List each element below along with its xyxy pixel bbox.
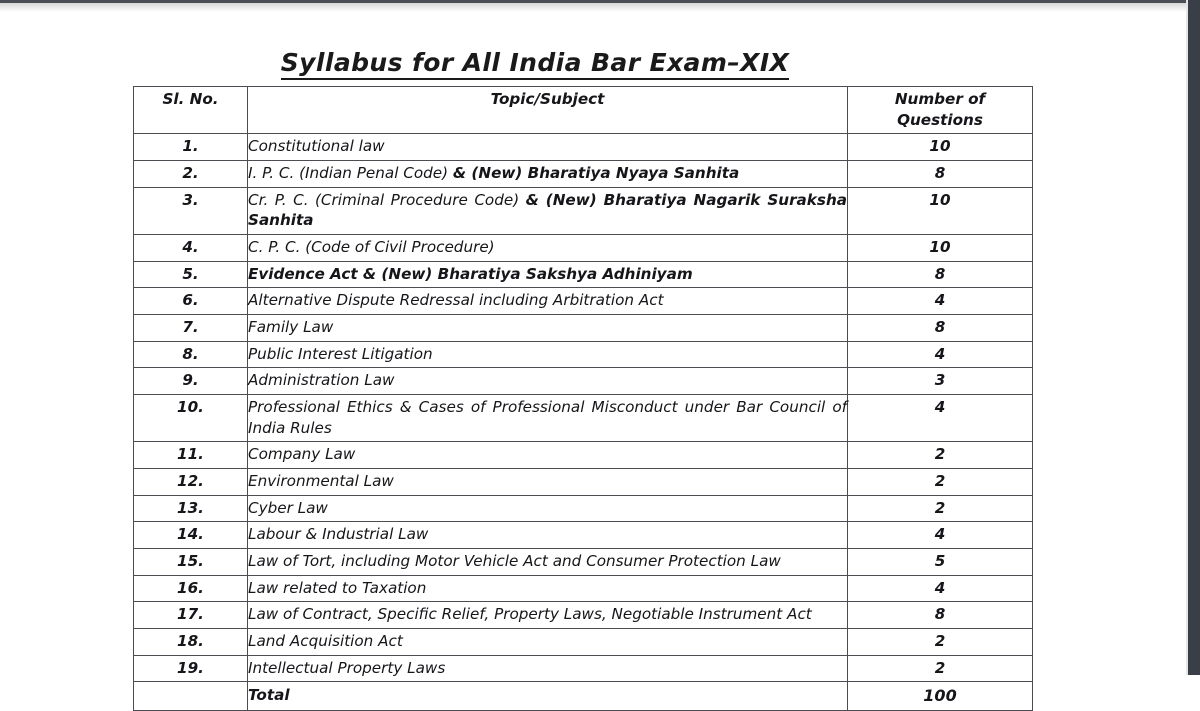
column-header-number-of-questions bbox=[848, 87, 1033, 134]
table-row bbox=[134, 602, 1033, 629]
row-serial-number: 3. bbox=[134, 187, 248, 234]
row-serial-number: 15. bbox=[134, 549, 248, 576]
table-row bbox=[134, 655, 1033, 682]
row-topic-subject bbox=[248, 368, 848, 395]
topic-text-regular: Public Interest Litigation bbox=[248, 344, 433, 363]
row-serial-number: 9. bbox=[134, 368, 248, 395]
row-number-of-questions: 4 bbox=[848, 288, 1033, 315]
table-row bbox=[134, 261, 1033, 288]
row-serial-number: 4. bbox=[134, 235, 248, 262]
table-row bbox=[134, 629, 1033, 656]
row-serial-number: 18. bbox=[134, 629, 248, 656]
total-serial-number bbox=[134, 682, 248, 711]
row-number-of-questions: 4 bbox=[848, 522, 1033, 549]
row-topic-subject bbox=[248, 134, 848, 161]
column-header-number-line1: Number of bbox=[894, 90, 986, 108]
topic-text-regular: Constitutional law bbox=[248, 137, 385, 156]
document-page bbox=[0, 12, 1186, 706]
window-top-fade bbox=[0, 3, 1200, 12]
total-number-of-questions: 100 bbox=[848, 682, 1033, 711]
topic-text-bold: & (New) Bharatiya Nagarik Suraksha Sanhita bbox=[248, 190, 848, 230]
table-row bbox=[134, 368, 1033, 395]
table-row bbox=[134, 442, 1033, 469]
topic-text-regular: Intellectual Property Laws bbox=[248, 658, 446, 677]
row-number-of-questions: 10 bbox=[848, 187, 1033, 234]
total-label: Total bbox=[248, 682, 848, 711]
row-number-of-questions: 3 bbox=[848, 368, 1033, 395]
table-row bbox=[134, 522, 1033, 549]
row-number-of-questions: 10 bbox=[848, 134, 1033, 161]
column-header-sl-no: Sl. No. bbox=[134, 87, 248, 134]
table-row bbox=[134, 187, 1033, 234]
page-title-text: Syllabus for All India Bar Exam–XIX bbox=[281, 48, 789, 80]
table-header bbox=[134, 87, 1033, 134]
row-number-of-questions: 5 bbox=[848, 549, 1033, 576]
topic-text-bold: Evidence Act & (New) Bharatiya Sakshya Adhiniyam bbox=[248, 264, 693, 283]
table-row bbox=[134, 161, 1033, 188]
topic-text-regular: Law of Tort, including Motor Vehicle Act and Consumer Protection Law bbox=[248, 552, 781, 571]
topic-text-regular: Family Law bbox=[248, 318, 334, 337]
table-row bbox=[134, 395, 1033, 442]
topic-text-regular: Cyber Law bbox=[248, 498, 328, 517]
row-serial-number: 16. bbox=[134, 575, 248, 602]
page-title bbox=[0, 48, 1070, 77]
row-serial-number: 12. bbox=[134, 469, 248, 496]
row-topic-subject bbox=[248, 602, 848, 629]
topic-text-regular: Land Acquisition Act bbox=[248, 632, 403, 651]
column-header-number-line2: Questions bbox=[897, 110, 983, 129]
table-row bbox=[134, 288, 1033, 315]
row-topic-subject bbox=[248, 442, 848, 469]
row-number-of-questions: 2 bbox=[848, 495, 1033, 522]
row-topic-subject bbox=[248, 522, 848, 549]
row-number-of-questions: 4 bbox=[848, 575, 1033, 602]
row-topic-subject bbox=[248, 495, 848, 522]
row-topic-subject bbox=[248, 629, 848, 656]
row-serial-number: 19. bbox=[134, 655, 248, 682]
column-header-topic-subject: Topic/Subject bbox=[248, 87, 848, 134]
window-right-band bbox=[1188, 0, 1200, 675]
table-row bbox=[134, 341, 1033, 368]
row-number-of-questions: 2 bbox=[848, 442, 1033, 469]
row-topic-subject bbox=[248, 469, 848, 496]
topic-text-regular: Administration Law bbox=[248, 371, 395, 390]
row-topic-subject bbox=[248, 161, 848, 188]
row-serial-number: 17. bbox=[134, 602, 248, 629]
topic-text-regular: I. P. C. (Indian Penal Code) bbox=[248, 164, 453, 183]
row-serial-number: 6. bbox=[134, 288, 248, 315]
row-topic-subject bbox=[248, 315, 848, 342]
syllabus-table bbox=[133, 86, 1033, 711]
row-serial-number: 2. bbox=[134, 161, 248, 188]
topic-text-regular: Environmental Law bbox=[248, 472, 394, 491]
table-row bbox=[134, 315, 1033, 342]
table-row bbox=[134, 469, 1033, 496]
row-topic-subject bbox=[248, 655, 848, 682]
topic-text-regular: Labour & Industrial Law bbox=[248, 525, 429, 544]
row-serial-number: 14. bbox=[134, 522, 248, 549]
row-number-of-questions: 2 bbox=[848, 469, 1033, 496]
row-number-of-questions: 8 bbox=[848, 602, 1033, 629]
topic-text-regular: Company Law bbox=[248, 445, 356, 464]
row-serial-number: 11. bbox=[134, 442, 248, 469]
row-number-of-questions: 4 bbox=[848, 395, 1033, 442]
row-number-of-questions: 2 bbox=[848, 629, 1033, 656]
table-row bbox=[134, 549, 1033, 576]
table-row bbox=[134, 134, 1033, 161]
topic-text-regular: Alternative Dispute Redressal including Arbitration Act bbox=[248, 291, 664, 310]
row-number-of-questions: 2 bbox=[848, 655, 1033, 682]
row-serial-number: 5. bbox=[134, 261, 248, 288]
row-serial-number: 1. bbox=[134, 134, 248, 161]
topic-text-regular: Law of Contract, Specific Relief, Property Laws, Negotiable Instrument Act bbox=[248, 605, 812, 624]
row-number-of-questions: 10 bbox=[848, 235, 1033, 262]
row-topic-subject bbox=[248, 575, 848, 602]
topic-text-regular: Cr. P. C. (Criminal Procedure Code) bbox=[248, 190, 526, 209]
row-topic-subject bbox=[248, 261, 848, 288]
row-topic-subject bbox=[248, 395, 848, 442]
table-total-row bbox=[134, 682, 1033, 711]
row-serial-number: 8. bbox=[134, 341, 248, 368]
row-number-of-questions: 8 bbox=[848, 261, 1033, 288]
row-topic-subject bbox=[248, 288, 848, 315]
table-row bbox=[134, 575, 1033, 602]
row-serial-number: 10. bbox=[134, 395, 248, 442]
table-row bbox=[134, 235, 1033, 262]
row-number-of-questions: 8 bbox=[848, 315, 1033, 342]
row-topic-subject bbox=[248, 187, 848, 234]
row-topic-subject bbox=[248, 549, 848, 576]
row-topic-subject bbox=[248, 341, 848, 368]
row-topic-subject bbox=[248, 235, 848, 262]
table-header-row bbox=[134, 87, 1033, 134]
topic-text-regular: Professional Ethics & Cases of Professional Misconduct under Bar Council of India Rules bbox=[248, 398, 847, 437]
row-number-of-questions: 4 bbox=[848, 341, 1033, 368]
table-body bbox=[134, 134, 1033, 711]
row-serial-number: 7. bbox=[134, 315, 248, 342]
row-serial-number: 13. bbox=[134, 495, 248, 522]
topic-text-bold: & (New) Bharatiya Nyaya Sanhita bbox=[452, 164, 740, 183]
topic-text-regular: C. P. C. (Code of Civil Procedure) bbox=[248, 238, 495, 257]
topic-text-regular: Law related to Taxation bbox=[248, 578, 427, 597]
table-row bbox=[134, 495, 1033, 522]
row-number-of-questions: 8 bbox=[848, 161, 1033, 188]
